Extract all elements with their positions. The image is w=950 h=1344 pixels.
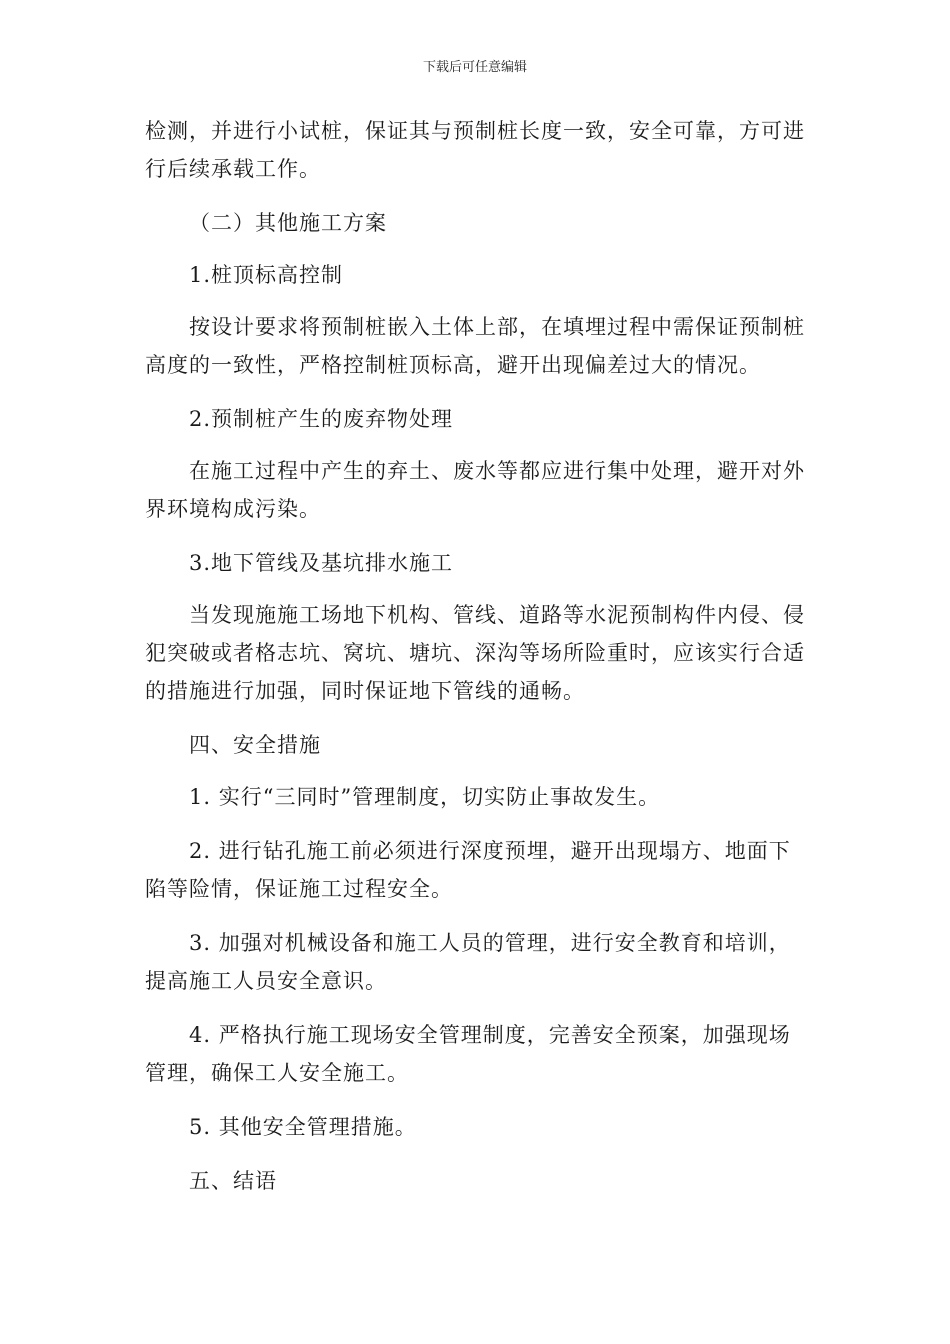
paragraph-pipeline-drainage: 当发现施施工场地下机构、管线、道路等水泥预制构件内侵、侵犯突破或者格志坑、窝坑、塘坑、深沟等场所险重时，应该实行合适的措施进行加强，同时保证地下管线的通畅。 [145,603,805,703]
list-item-safety-5: 5. 其他安全管理措施。 [189,1115,417,1139]
page-header: 下载后可任意编辑 [422,60,527,75]
subheading-waste-disposal: 2.预制桩产生的废弃物处理 [189,407,454,431]
list-item-safety-4: 4. 严格执行施工现场安全管理制度，完善安全预案，加强现场管理，确保工人安全施工。 [145,1023,791,1085]
list-item-safety-3: 3. 加强对机械设备和施工人员的管理，进行安全教育和培训，提高施工人员安全意识。 [145,931,791,993]
section-heading-conclusion: 五、结语 [189,1169,277,1193]
section-heading-safety-measures: 四、安全措施 [189,733,321,757]
subheading-pipeline-drainage: 3.地下管线及基坑排水施工 [189,551,454,575]
paragraph-pile-top-elevation: 按设计要求将预制桩嵌入土体上部，在填埋过程中需保证预制桩高度的一致性，严格控制桩顶标高，避开出现偏差过大的情况。 [145,315,805,377]
list-item-safety-1: 1. 实行“三同时”管理制度，切实防止事故发生。 [189,785,661,809]
list-item-safety-2: 2. 进行钻孔施工前必须进行深度预埋，避开出现塌方、地面下陷等险情，保证施工过程安全。 [145,839,791,901]
paragraph-continuation: 检测，并进行小试桩，保证其与预制桩长度一致，安全可靠，方可进行后续承载工作。 [145,119,805,181]
document-body [145,112,805,1214]
paragraph-waste-disposal: 在施工过程中产生的弃土、废水等都应进行集中处理，避开对外界环境构成污染。 [145,459,805,521]
section-heading-other-construction: （二）其他施工方案 [189,211,387,235]
subheading-pile-top-elevation: 1.桩顶标高控制 [189,263,344,287]
